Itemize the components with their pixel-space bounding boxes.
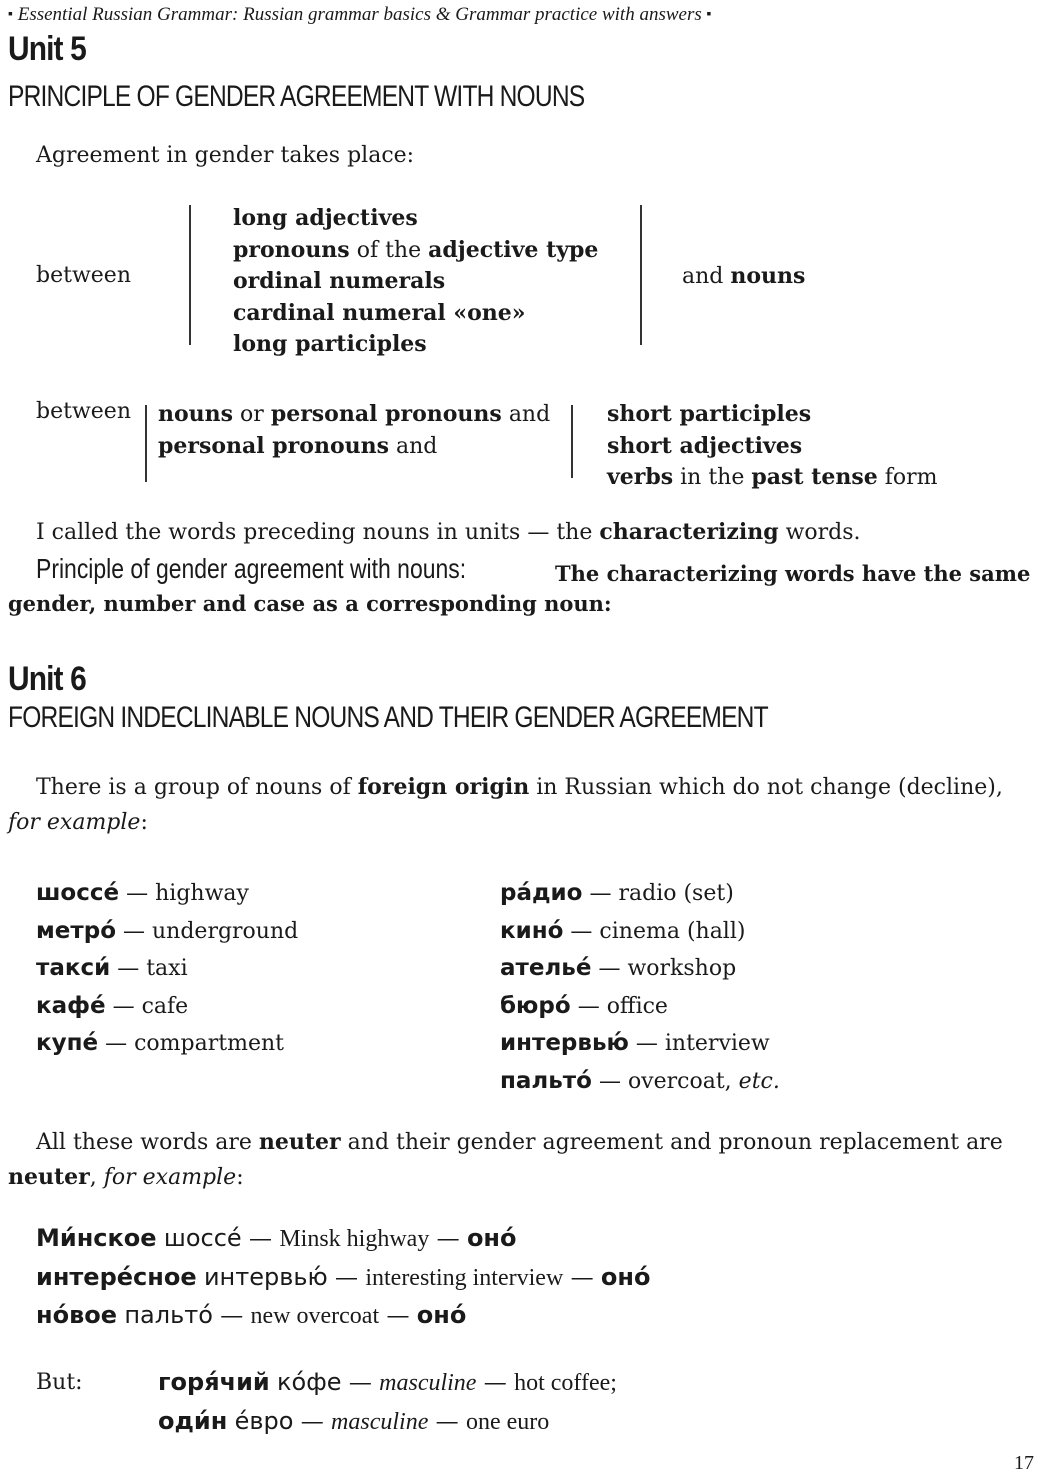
example-adj: Ми́нское [36,1224,157,1252]
item-pronouns: pronouns [233,236,350,263]
neuter-for-example: for example [103,1165,237,1190]
vocab-item [36,950,298,988]
item-long-adjectives: long adjectives [233,205,418,231]
dash: — [117,956,140,981]
vocab-item [36,913,298,951]
dash: — [348,1370,372,1396]
intro-b: in Russian which do not change (decline), [536,775,1003,800]
note-bold: characterizing [599,519,779,545]
unit6-intro-line2 [8,810,148,835]
vocab-right-list [500,875,780,1100]
but-gender: masculine [331,1408,429,1435]
example-noun: шоссе́ [163,1224,242,1252]
item-adjective-type: adjective type [428,236,599,263]
running-header [8,4,711,26]
intro-a: There is a group of nouns of [36,775,351,800]
but-noun: ко́фе [277,1368,342,1396]
example-en: new overcoat [250,1303,380,1329]
note-prefix: I called the words preceding nouns in units — the [36,520,593,545]
left-and-2: and [396,433,438,459]
group2-between: between [36,399,131,424]
unit5-note [36,519,861,545]
principle-bold-1: The characterizing words have the same [555,561,1031,586]
vocab-en: interview [664,1031,770,1056]
neuter-bold: neuter [258,1129,341,1155]
unit5-intro: Agreement in gender takes place: [36,143,415,168]
dash: — [335,1264,359,1291]
left-or: or [240,402,264,427]
left-nouns: nouns [158,401,234,427]
intro-bold: foreign origin [357,774,530,800]
vocab-ru: шоссе́ [36,880,120,906]
but-row [158,1403,617,1442]
unit6-title: FOREIGN INDECLINABLE NOUNS AND THEIR GENDER AGREEMENT [8,701,768,734]
dash: — [598,956,621,981]
principle-lead: Principle of gender agreement with nouns: [36,553,467,584]
group1-and-nouns [682,263,805,289]
item-of-the: of the [356,237,422,263]
dash: — [123,918,145,944]
vocab-ru: метро́ [36,917,116,944]
but-adj: горя́чий [158,1368,270,1396]
vocab-item [500,950,780,988]
vocab-en: overcoat, [627,1068,732,1094]
vocab-ru: кино́ [500,917,564,944]
dash: — [483,1370,507,1396]
vocab-ru: купе́ [36,1030,99,1056]
dash: — [386,1303,410,1329]
unit5-label: Unit 5 [8,30,86,68]
but-gender: masculine [379,1370,477,1396]
but-list [158,1364,617,1441]
dash: — [435,1408,459,1435]
neuter-a: All these words are [36,1130,252,1155]
vocab-item [500,1063,780,1101]
dash: — [112,993,135,1019]
nouns-text: nouns [730,263,806,289]
dash: — [249,1226,272,1252]
and-text: and [682,264,724,289]
principle-text-2 [8,591,612,616]
intro-for-example: for example [8,810,141,835]
group1-left-bracket [189,205,191,345]
intro-colon: : [140,810,148,835]
dash: — [570,1264,594,1291]
principle-text-1 [555,561,1030,586]
vocab-item [500,1025,780,1063]
neuter-line1 [36,1129,1003,1155]
dash: — [570,918,593,944]
item-cardinal-numeral: cardinal numeral «one» [233,299,526,326]
vocab-ru: такси́ [36,955,111,981]
example-noun: интервью́ [203,1262,328,1291]
vocab-item [36,988,298,1026]
example-row [36,1220,650,1259]
left-personal-pronouns-1: personal pronouns [270,401,502,427]
examples-list [36,1220,650,1336]
dash: — [577,993,600,1019]
example-noun: пальто́ [124,1301,213,1329]
vocab-item [36,875,298,913]
vocab-etc: etc. [738,1068,780,1094]
but-noun: е́вро [234,1406,294,1435]
vocab-en: radio (set) [618,881,734,906]
but-label: But: [36,1370,83,1395]
dash: — [589,881,612,906]
example-adj: интере́сное [36,1262,197,1291]
but-en: hot coffee; [514,1370,617,1396]
item-short-participles: short participles [607,401,812,427]
item-long-participles: long participles [233,331,427,357]
running-header-title: Essential Russian Grammar: Russian grammar basics & Grammar practice with answers [17,4,702,25]
item-short-adjectives: short adjectives [607,432,803,459]
example-pron: оно́ [600,1262,651,1291]
dash: — [598,1068,621,1094]
example-adj: но́вое [36,1301,118,1329]
vocab-left-list [36,875,298,1063]
vocab-en: taxi [146,956,188,981]
item-form: form [884,465,938,490]
unit6-label: Unit 6 [8,660,86,698]
vocab-en: underground [152,918,299,944]
group1-list [233,203,598,361]
group2-left-bracket [145,405,147,482]
example-en: interesting interview [365,1264,564,1291]
item-ordinal-numerals: ordinal numerals [233,268,446,294]
note-suffix: words. [785,520,861,545]
vocab-en: office [606,993,668,1019]
but-adj: оди́н [158,1406,228,1435]
left-personal-pronouns-2: personal pronouns [158,432,389,459]
neuter-b: and their gender agreement and pronoun replacement are [347,1130,1003,1155]
group2-left-list [158,399,550,462]
vocab-item [500,913,780,951]
neuter-c: neuter [8,1164,90,1190]
group2-right-bracket [571,405,573,478]
dash: — [635,1031,658,1056]
group1-between: between [36,263,131,288]
item-in-the: in the [680,465,745,490]
vocab-en: compartment [134,1031,284,1056]
dash: — [105,1031,128,1056]
vocab-en: highway [155,881,249,906]
group2-right-list [607,399,938,494]
dash: — [436,1226,460,1252]
left-and-1: and [508,402,551,427]
dash: — [220,1303,244,1329]
example-row [36,1259,650,1298]
vocab-en: workshop [627,956,737,981]
principle-line1 [36,553,561,585]
bullet-left: ▪ [8,7,13,22]
vocab-ru: пальто́ [500,1067,592,1094]
item-verbs: verbs [607,464,674,490]
unit6-intro-line1 [36,774,1003,800]
example-en: Minsk highway [279,1226,430,1252]
page-number: 17 [1014,1452,1034,1474]
example-pron: оно́ [466,1224,517,1252]
example-row [36,1297,650,1336]
vocab-ru: ра́дио [500,880,583,906]
but-row [158,1364,617,1403]
vocab-en: cafe [141,993,189,1019]
but-en: one euro [465,1408,550,1435]
vocab-item [500,875,780,913]
dash: — [126,881,149,906]
vocab-ru: бюро́ [500,992,571,1019]
vocab-ru: интервью́ [500,1030,629,1056]
example-pron: оно́ [416,1301,467,1329]
vocab-ru: ателье́ [500,955,592,981]
principle-bold-2: gender, number and case as a corresponding noun: [8,591,612,616]
vocab-ru: кафе́ [36,992,106,1019]
vocab-item [500,988,780,1026]
vocab-en: cinema (hall) [599,918,746,944]
dash: — [300,1408,324,1435]
bullet-right: ▪ [706,7,712,22]
neuter-line2: neuter, for example: [8,1164,244,1190]
item-past-tense: past tense [751,464,878,490]
vocab-item [36,1025,298,1063]
group1-right-bracket [640,205,642,345]
unit5-title: PRINCIPLE OF GENDER AGREEMENT WITH NOUNS [8,80,585,113]
